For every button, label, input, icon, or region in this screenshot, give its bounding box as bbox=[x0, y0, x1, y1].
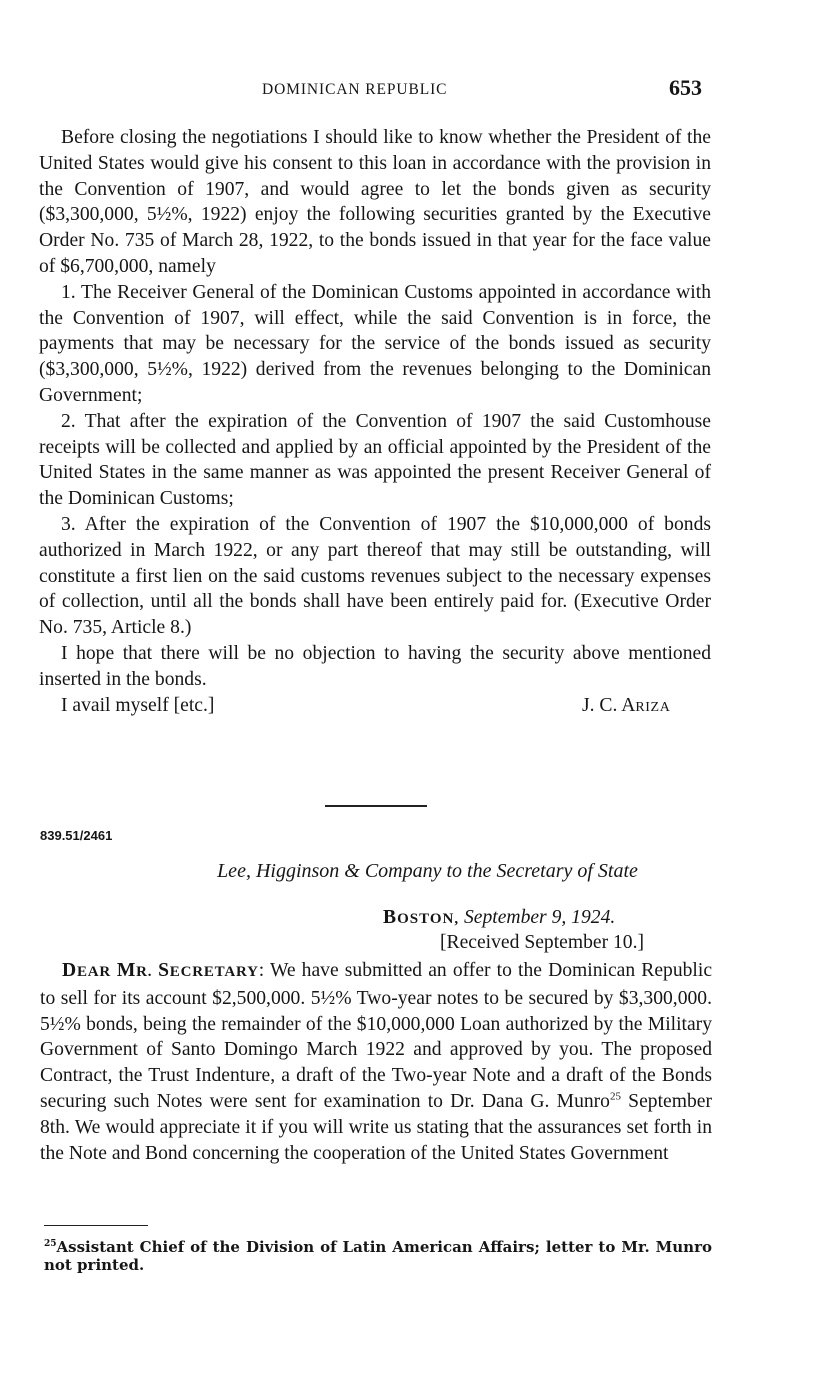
footnote-number: 25 bbox=[44, 1239, 57, 1249]
received-note: [Received September 10.] bbox=[440, 932, 645, 953]
signature-surname-rest: RIZA bbox=[635, 699, 671, 715]
complimentary-close: I avail myself [etc.] bbox=[61, 694, 215, 716]
dateline bbox=[383, 907, 615, 929]
paragraph-item-2: 2. That after the expiration of the Convention of 1907 the said Customhouse receipts will be collected and applied by an official appointed by the President of the United States in the same manner as was appointed the present Receiver General of the Dominican Customs; bbox=[39, 410, 711, 510]
dateline-date: September 9, 1924. bbox=[463, 907, 616, 928]
paragraph-hope: I hope that there will be no objection to having the security above mentioned inserted in the bonds. bbox=[39, 642, 711, 690]
signature bbox=[582, 693, 670, 721]
salutation bbox=[62, 960, 259, 981]
dateline-place bbox=[383, 907, 460, 928]
salutation-d: D bbox=[62, 960, 77, 981]
salutation-ear: EAR bbox=[76, 964, 117, 980]
letter-text-part-1: We have submitted an offer to the Dominican Republic to sell for its account $2,500,000. 5½% Two-year notes to be secured by $3,300,000. 5½% bonds, being the remainder of the $10,000,000 Loan authorized by the Military Government of Santo Domingo March 1922 and approved by you. The proposed Contract, the Trust Indenture, a draft of the Two-year Note and a draft of the Bonds securing such Notes were sent for examination to Dr. Dana G. Munro bbox=[40, 960, 713, 1112]
signature-initials: J. C. A bbox=[582, 694, 636, 716]
salutation-s: S bbox=[158, 960, 170, 981]
prior-letter bbox=[39, 125, 711, 719]
running-head bbox=[0, 75, 831, 105]
place-initial: B bbox=[383, 907, 398, 928]
footnote bbox=[44, 1235, 712, 1274]
footnote-reference: 25 bbox=[609, 1090, 621, 1103]
salutation-colon: : bbox=[258, 960, 265, 981]
running-head-title: DOMINICAN REPUBLIC bbox=[262, 81, 448, 98]
page-number: 653 bbox=[669, 75, 702, 100]
paragraph-item-1: 1. The Receiver General of the Dominican Customs appointed in accordance with the Convention of 1907, will effect, while the said Convention is in force, the payments that may be necessary for the service of the bonds issued as security ($3,300,000, 5½%, 1922) derived from the revenues belonging to the Dominican Government; bbox=[39, 281, 711, 406]
paragraph-item-3: 3. After the expiration of the Convention of 1907 the $10,000,000 of bonds authorized in March 1922, or any part thereof that may still be outstanding, will constitute a first lien on the said customs revenues subject to the necessary expenses of collection, until all the bonds shall have been entirely paid for. (Executive Order No. 735, Article 8.) bbox=[39, 513, 711, 639]
place-rest: OSTON, bbox=[397, 911, 460, 927]
document-heading: Lee, Higginson & Company to the Secretary of State bbox=[217, 860, 638, 882]
closing-line bbox=[39, 693, 711, 719]
file-reference: 839.51/2461 bbox=[40, 828, 113, 843]
footnote-text: Assistant Chief of the Division of Latin American Affairs; letter to Mr. Munro not printed. bbox=[44, 1238, 712, 1274]
paragraph-request: Before closing the negotiations I should like to know whether the President of the United States would give his consent to this loan in accordance with the provision in the Convention of 1907, and would agree to let the bonds given as security ($3,300,000, 5½%, 1922) enjoy the following securities granted by the Executive Order No. 735 of March 28, 1922, to the bonds issued in that year for the face value of $6,700,000, namely bbox=[39, 127, 711, 277]
salutation-ecretary: ECRETARY bbox=[169, 964, 259, 980]
footnote-divider bbox=[44, 1225, 148, 1226]
salutation-m: M bbox=[116, 960, 137, 981]
salutation-r: R. bbox=[136, 964, 159, 980]
letter-text-part-2: September 8th. We would appreciate it if you will write us stating that the assurances set forth in the Note and Bond concerning the cooperation of the United States Government bbox=[40, 1090, 712, 1164]
letter-paragraph bbox=[40, 958, 712, 1166]
section-divider bbox=[325, 805, 427, 807]
letter-body bbox=[40, 958, 712, 1166]
